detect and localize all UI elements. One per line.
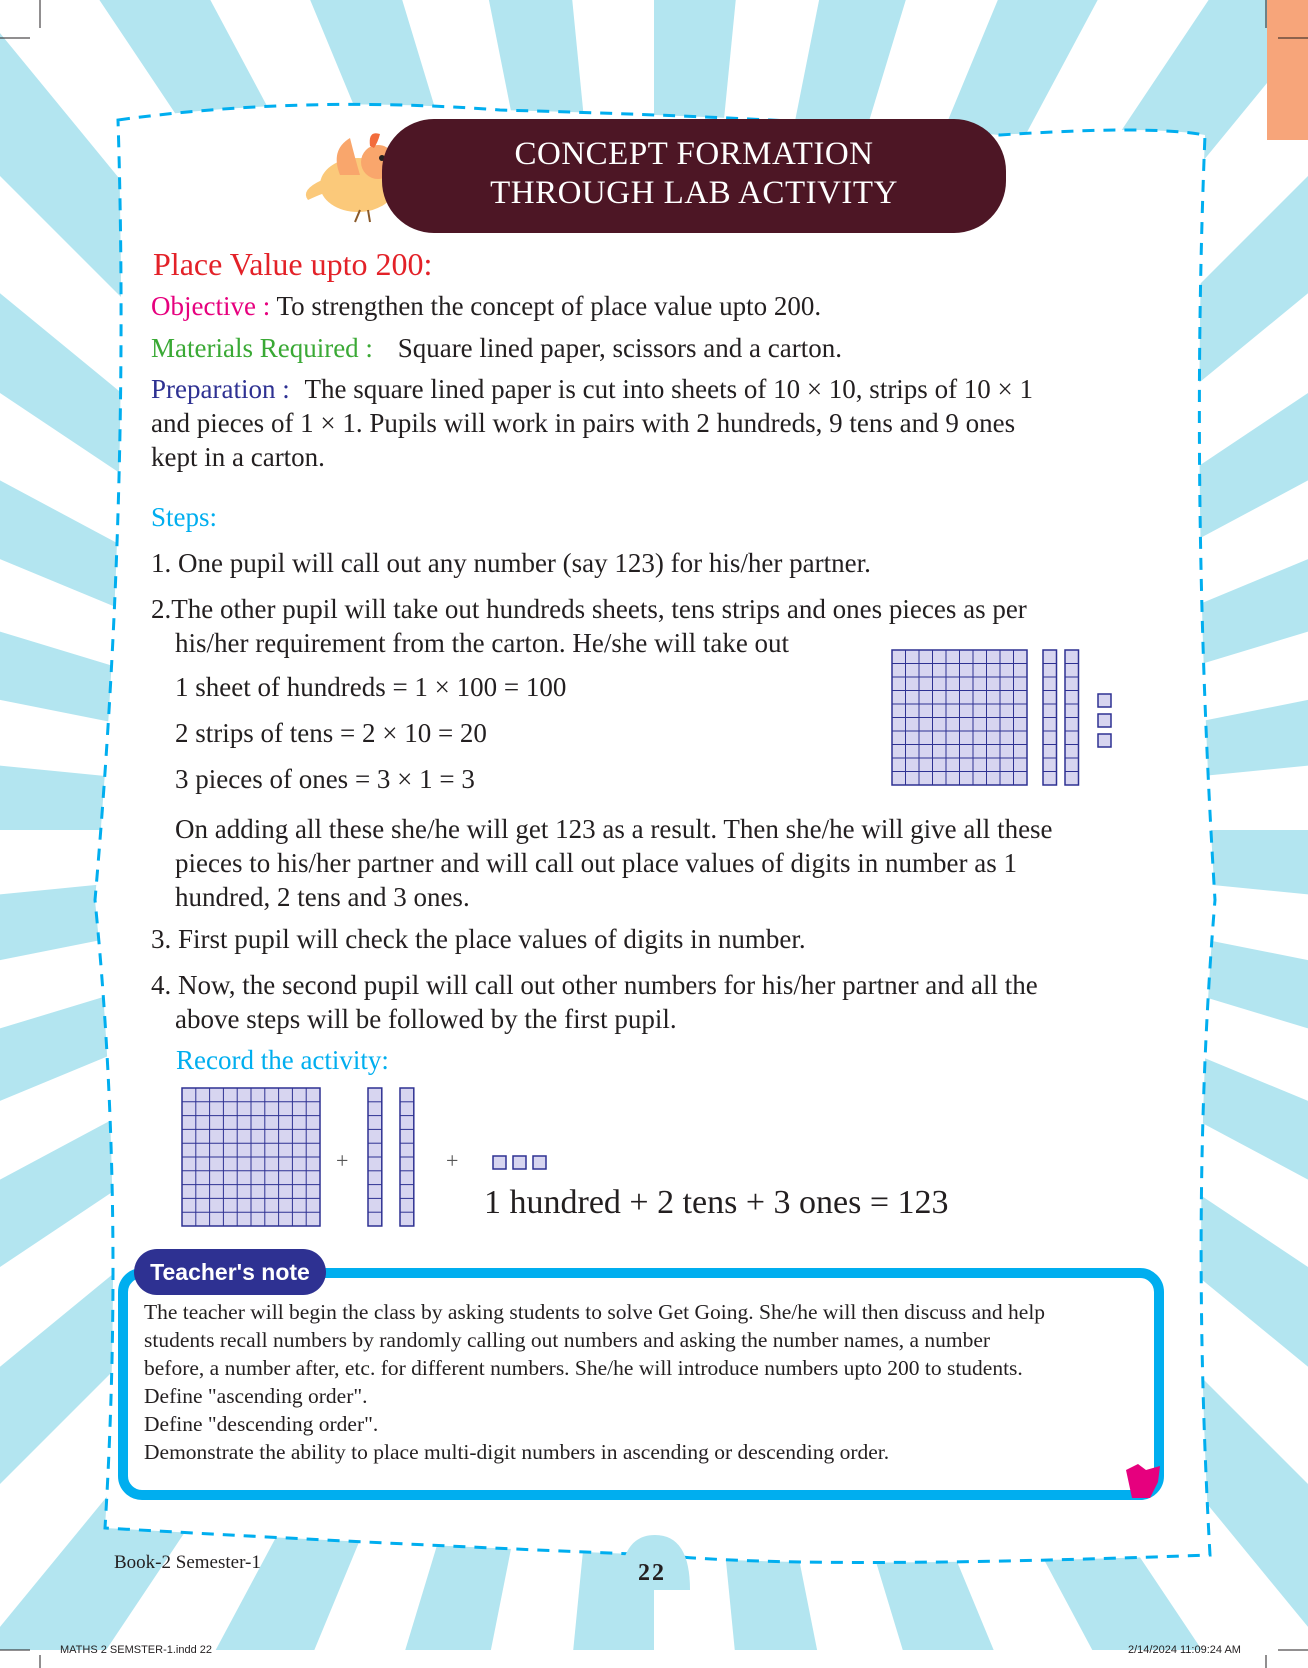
ten-strip (1043, 650, 1057, 785)
hundred-sheet (182, 1088, 320, 1226)
pink-corner-icon (1120, 1460, 1164, 1504)
ten-strip (368, 1088, 382, 1226)
banner-line-1: CONCEPT FORMATION (514, 136, 874, 172)
adding-line-2: pieces to his/her partner and will call out place values of digits in number as 1 (175, 848, 1018, 878)
one-piece (1098, 694, 1111, 707)
note-line: before, a number after, etc. for different numbers. She/he will introduce numbers upto 200 to students. (144, 1356, 1023, 1380)
preparation-label: Preparation : (151, 374, 290, 404)
file-slug: MATHS 2 SEMSTER-1.indd 22 (60, 1644, 213, 1656)
step-4-line-1: 4. Now, the second pupil will call out other numbers for his/her partner and all the (151, 970, 1038, 1000)
hundred-sheet (892, 650, 1027, 785)
step-2-line-1: 2.The other pupil will take out hundreds sheets, tens strips and ones pieces as per (151, 594, 1027, 624)
materials-text: Square lined paper, scissors and a carton. (397, 333, 842, 363)
adding-line-1: On adding all these she/he will get 123 as a result. Then she/he will give all these (175, 814, 1053, 844)
calc-hundreds: 1 sheet of hundreds = 1 × 100 = 100 (175, 672, 567, 702)
materials-line (151, 331, 842, 365)
banner-line-2: THROUGH LAB ACTIVITY (490, 175, 898, 211)
objective-text: To strengthen the concept of place value upto 200. (276, 291, 822, 321)
one-piece (513, 1156, 526, 1169)
adding-line-3: hundred, 2 tens and 3 ones. (175, 882, 470, 912)
note-line: Demonstrate the ability to place multi-digit numbers in ascending or descending order. (144, 1440, 890, 1464)
book-label: Book-2 Semester-1 (114, 1552, 261, 1573)
note-line: Define "descending order". (144, 1412, 379, 1436)
orange-side-tab (1267, 0, 1308, 140)
preparation-block (151, 372, 1191, 474)
materials-label: Materials Required : (151, 333, 373, 363)
note-line: students recall numbers by randomly calling out numbers and asking the number names, a number (144, 1328, 991, 1352)
section-title: Place Value upto 200: (153, 246, 433, 282)
teacher-note-tab: Teacher's note (134, 1249, 326, 1295)
preparation-text-1: The square lined paper is cut into sheets of 10 × 10, strips of 10 × 1 (304, 374, 1034, 404)
calc-tens: 2 strips of tens = 2 × 10 = 20 (175, 718, 487, 748)
concept-banner (382, 119, 1006, 233)
ten-strip (400, 1088, 414, 1226)
one-piece (493, 1156, 506, 1169)
one-piece (533, 1156, 546, 1169)
objective-line (151, 289, 821, 323)
one-piece (1098, 734, 1111, 747)
preparation-text-2: and pieces of 1 × 1. Pupils will work in pairs with 2 hundreds, 9 tens and 9 ones (151, 408, 1016, 438)
note-line: Define "ascending order". (144, 1384, 368, 1408)
teacher-note-text (144, 1298, 1134, 1466)
step-2-line-2: his/her requirement from the carton. He/she will take out (175, 628, 790, 658)
plus-sign-1: + (336, 1148, 349, 1173)
step-3: 3. First pupil will check the place values of digits in number. (151, 924, 806, 954)
note-line: The teacher will begin the class by asking students to solve Get Going. She/he will then discuss and help (144, 1300, 1046, 1324)
page-number: 22 (638, 1560, 666, 1586)
record-title: Record the activity: (176, 1045, 389, 1075)
ten-strip (1065, 650, 1079, 785)
step-4-line-2: above steps will be followed by the first pupil. (175, 1004, 677, 1034)
record-equation: 1 hundred + 2 tens + 3 ones = 123 (484, 1184, 949, 1221)
calc-ones: 3 pieces of ones = 3 × 1 = 3 (175, 764, 475, 794)
steps-title: Steps: (151, 502, 218, 532)
step-1: 1. One pupil will call out any number (say 123) for his/her partner. (151, 548, 871, 578)
base-ten-blocks-illustration (888, 646, 1118, 788)
plus-sign-2: + (446, 1148, 459, 1173)
step-4 (151, 968, 1191, 1036)
print-date: 2/14/2024 11:09:24 AM (1128, 1644, 1241, 1656)
one-piece (1098, 714, 1111, 727)
adding-paragraph (175, 812, 1195, 914)
preparation-text-3: kept in a carton. (151, 442, 325, 472)
objective-label: Objective : (151, 291, 271, 321)
